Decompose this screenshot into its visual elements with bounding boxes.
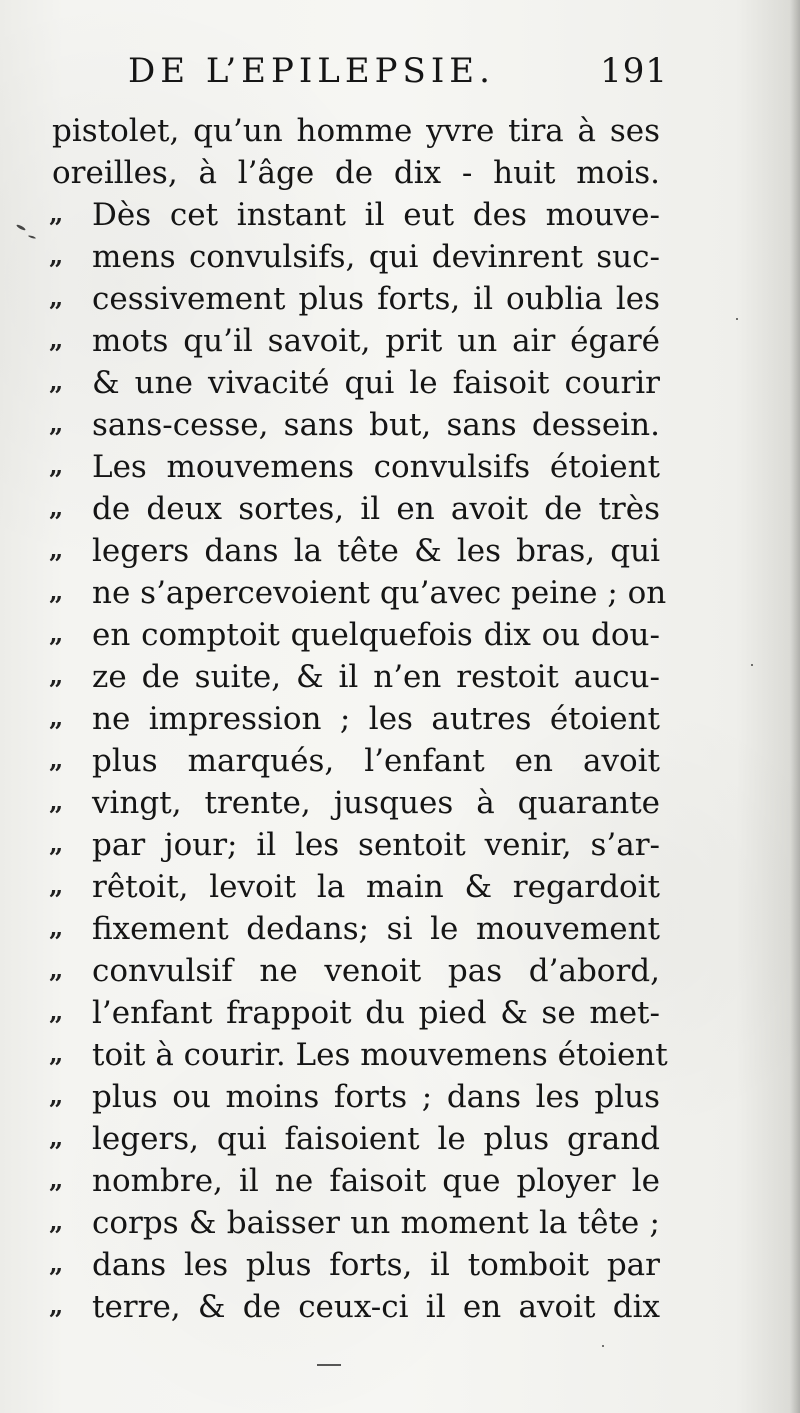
ink-speck [736, 318, 738, 320]
text-line-content: sans-cesse, sans but, sans dessein. [92, 407, 660, 443]
text-line-content: toit à courir. Les mouvemens étoient [92, 1037, 668, 1073]
text-line [0, 698, 800, 740]
text-line-content: en comptoit quelquefois dix ou dou- [92, 617, 660, 653]
quote-mark: „ [49, 493, 64, 522]
text-line-content: pistolet, qu’un homme yvre tira à ses [52, 113, 660, 149]
text-line-content: cessivement plus forts, il oublia les [92, 281, 660, 317]
quote-mark: „ [49, 409, 64, 438]
text-line [0, 1160, 800, 1202]
quote-mark: „ [49, 1207, 64, 1236]
text-line [0, 908, 800, 950]
quote-mark: „ [49, 787, 64, 816]
quote-mark: „ [49, 619, 64, 648]
text-line-content: dans les plus forts, il tomboit par [92, 1247, 660, 1283]
text-line [0, 1202, 800, 1244]
page-number: 191 [600, 51, 668, 91]
text-line [0, 1244, 800, 1286]
text-line [0, 194, 800, 236]
quote-mark: „ [49, 829, 64, 858]
text-line [0, 824, 800, 866]
quote-mark: „ [49, 1039, 64, 1068]
text-line-content: convulsif ne venoit pas d’abord, [92, 953, 660, 989]
quote-mark: „ [49, 997, 64, 1026]
text-line [0, 110, 800, 152]
text-line-content: legers dans la tête & les bras, qui [92, 533, 660, 569]
quote-mark: „ [49, 367, 64, 396]
text-line-content: Les mouvemens convulsifs étoient [92, 449, 660, 485]
text-line-content: terre, & de ceux-ci il en avoit dix [92, 1289, 660, 1325]
text-line-content: fixement dedans; si le mouvement [92, 911, 660, 947]
text-line-content: l’enfant frappoit du pied & se met- [92, 995, 660, 1031]
text-line [0, 572, 800, 614]
text-line-content: ne s’apercevoient qu’avec peine ; on [92, 575, 667, 611]
text-line-content: nombre, il ne faisoit que ployer le [92, 1163, 660, 1199]
text-line-content: mots qu’il savoit, prit un air égaré [92, 323, 660, 359]
text-line [0, 278, 800, 320]
text-line [0, 236, 800, 278]
quote-mark: „ [49, 871, 64, 900]
quote-mark: „ [49, 661, 64, 690]
text-line [0, 488, 800, 530]
text-line [0, 1034, 800, 1076]
quote-mark: „ [49, 1165, 64, 1194]
text-line-content: oreilles, à l’âge de dix - huit mois. [52, 155, 660, 191]
text-line [0, 950, 800, 992]
text-line [0, 362, 800, 404]
text-line-content: de deux sortes, il en avoit de très [92, 491, 660, 527]
quote-mark: „ [49, 325, 64, 354]
running-title: DE L’EPILEPSIE. [128, 51, 495, 91]
text-line [0, 446, 800, 488]
text-line-content: mens convulsifs, qui devinrent suc- [92, 239, 660, 275]
footer-mark [317, 1364, 341, 1366]
quote-mark: „ [49, 241, 64, 270]
text-line [0, 404, 800, 446]
quote-mark: „ [49, 1123, 64, 1152]
quote-mark: „ [49, 535, 64, 564]
text-line [0, 152, 800, 194]
quote-mark: „ [49, 1291, 64, 1320]
text-line-content: plus marqués, l’enfant en avoit [92, 743, 660, 779]
text-line-content: corps & baisser un moment la tête ; [92, 1205, 660, 1241]
text-line-content: & une vivacité qui le faisoit courir [92, 365, 660, 401]
text-line [0, 614, 800, 656]
quote-mark: „ [49, 955, 64, 984]
body-text [0, 110, 800, 1340]
ink-speck [602, 1345, 604, 1347]
text-line [0, 320, 800, 362]
page-header [128, 48, 668, 94]
ink-speck [751, 664, 753, 666]
quote-mark: „ [49, 451, 64, 480]
text-line-content: Dès cet instant il eut des mouve- [92, 197, 660, 233]
text-line-content: rêtoit, levoit la main & regardoit [92, 869, 660, 905]
text-line [0, 1118, 800, 1160]
quote-mark: „ [49, 913, 64, 942]
quote-mark: „ [49, 703, 64, 732]
text-line [0, 782, 800, 824]
text-line-content: ne impression ; les autres étoient [92, 701, 660, 737]
text-line [0, 530, 800, 572]
quote-mark: „ [49, 283, 64, 312]
quote-mark: „ [49, 745, 64, 774]
text-line-content: plus ou moins forts ; dans les plus [92, 1079, 660, 1115]
text-line [0, 1286, 800, 1328]
quote-mark: „ [49, 1081, 64, 1110]
text-line-content: ze de suite, & il n’en restoit aucu- [92, 659, 660, 695]
text-line-content: par jour; il les sentoit venir, s’ar- [92, 827, 660, 863]
text-line [0, 866, 800, 908]
text-line [0, 656, 800, 698]
text-line-content: vingt, trente, jusques à quarante [92, 785, 660, 821]
text-line [0, 992, 800, 1034]
text-line [0, 1076, 800, 1118]
text-line [0, 740, 800, 782]
quote-mark: „ [49, 577, 64, 606]
text-line-content: legers, qui faisoient le plus grand [92, 1121, 660, 1157]
quote-mark: „ [49, 1249, 64, 1278]
quote-mark: „ [49, 199, 64, 228]
